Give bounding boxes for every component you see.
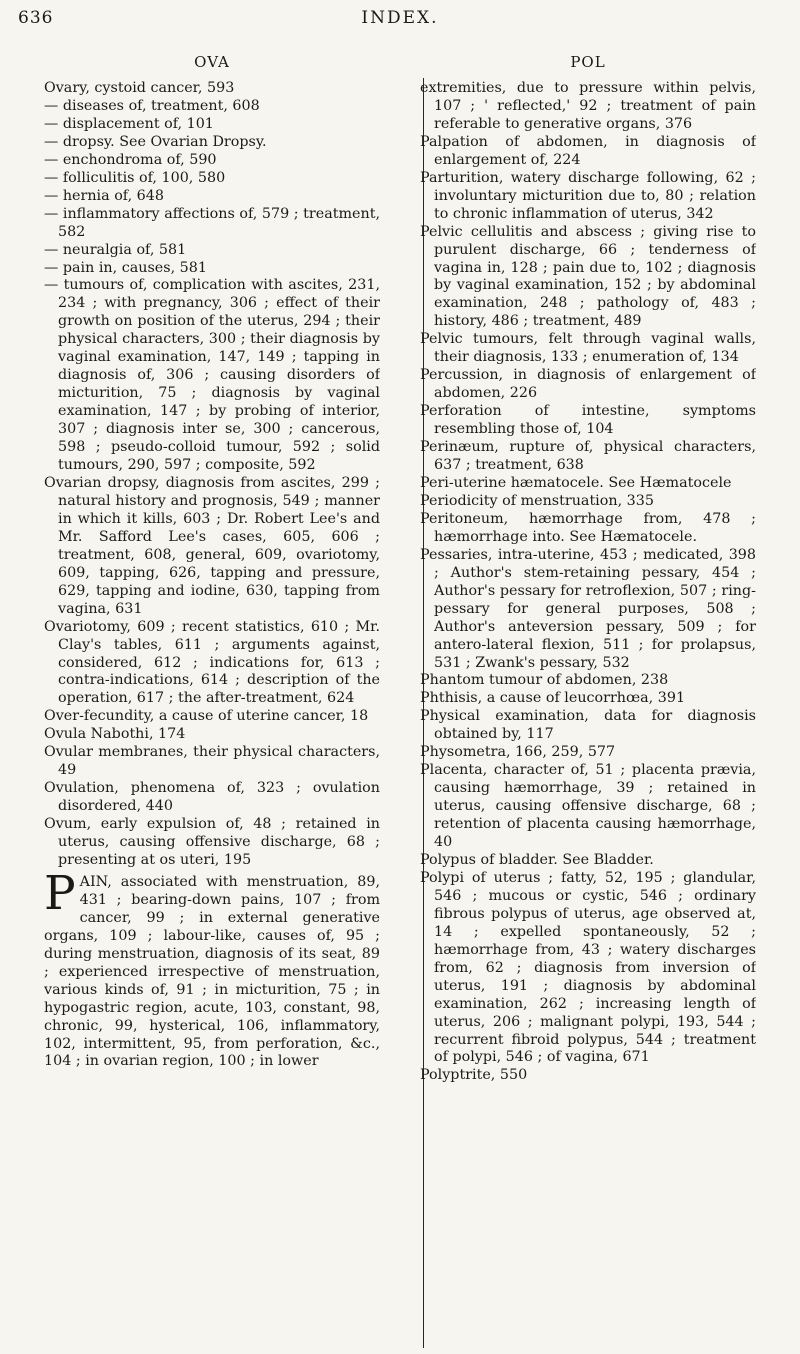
index-entry: Peri-uterine hæmatocele. See Hæmatocele [420, 474, 732, 491]
index-entry: — inflammatory affections of, 579 ; treatment, 582 [44, 205, 380, 240]
index-entry: Ovula Nabothi, 174 [44, 726, 186, 743]
right-column [420, 52, 756, 1342]
drop-cap: P [44, 865, 76, 921]
page-header [0, 6, 800, 36]
index-entry: Ovular membranes, their physical characters, 49 [44, 744, 380, 779]
index-entry: Periodicity of menstruation, 335 [420, 492, 654, 509]
index-entry: Ovarian dropsy, diagnosis from ascites, 299 ; natural history and prognosis, 549 ; manner in which it kills, 603 ; Dr. Robert Lee's and Mr. Safford Lee's cases, 605, 606 ; treatment, 608, general, 609, ovariotomy, 609, tapping, 626, tapping and pressure, 629, tapping and iodine, 630, tapping from vagina, 631 [44, 474, 380, 617]
index-entry: Phantom tumour of abdomen, 238 [420, 672, 669, 689]
right-entry-list [420, 80, 756, 1085]
right-column-heading: POL [570, 53, 606, 71]
index-entry: Ovulation, phenomena of, 323 ; ovulation disordered, 440 [44, 780, 380, 815]
index-entry: Pelvic cellulitis and abscess ; giving rise to purulent discharge, 66 ; tenderness of vagina in, 128 ; pain due to, 102 ; diagnosis by vaginal examination, 152 ; by abdominal examination, 248 ; pathology of, 483 ; history, 486 ; treatment, 489 [420, 223, 756, 330]
index-entry: Physical examination, data for diagnosis obtained by, 117 [420, 708, 756, 743]
index-entry: extremities, due to pressure within pelvis, 107 ; ' reflected,' 92 ; treatment of pain referable to generative organs, 376 [420, 80, 756, 132]
index-entry: Ovum, early expulsion of, 48 ; retained in uterus, causing offensive discharge, 68 ; presenting at os uteri, 195 [44, 816, 380, 868]
index-entry: — pain in, causes, 581 [44, 259, 207, 276]
index-entry: Phthisis, a cause of leucorrhœa, 391 [420, 690, 686, 707]
index-entry: — enchondroma of, 590 [44, 151, 217, 168]
index-entry: Polypi of uterus ; fatty, 52, 195 ; glandular, 546 ; mucous or cystic, 546 ; ordinary fibrous polypus of uterus, age observed at, 14 ; expelled spontaneously, 52 ; hæmorrhage from, 43 ; watery discharges from, 62 ; diagnosis from inversion of uterus, 191 ; diagnosis by abdominal examination, 262 ; increasing length of uterus, 206 ; malignant polypi, 193, 544 ; recurrent fibroid polypus, 544 ; treatment of polypi, 546 ; of vagina, 671 [420, 869, 756, 1066]
index-entry: Polyptrite, 550 [420, 1067, 528, 1084]
index-entry: Placenta, character of, 51 ; placenta prævia, causing hæmorrhage, 39 ; retained in uterus, causing offensive discharge, 68 ; retention of placenta causing hæmorrhage, 40 [420, 762, 756, 851]
index-entry: — tumours of, complication with ascites, 231, 234 ; with pregnancy, 306 ; effect of their growth on position of the uterus, 294 ; their physical characters, 300 ; their diagnosis by vaginal examination, 147, 149 ; tapping in diagnosis of, 306 ; causing disorders of micturition, 75 ; diagnosis by vaginal examination, 147 ; by probing of interior, 307 ; diagnosis inter se, 300 ; cancerous, 598 ; pseudo-colloid tumour, 592 ; solid tumours, 290, 597 ; composite, 592 [44, 277, 380, 474]
index-entry: Ovary, cystoid cancer, 593 [44, 80, 235, 96]
letter-p-section [44, 865, 380, 1071]
left-column [44, 52, 380, 1342]
index-entry: — displacement of, 101 [44, 115, 214, 132]
index-entry: Over-fecundity, a cause of uterine cancer, 18 [44, 708, 369, 725]
running-title: INDEX. [361, 8, 439, 28]
index-entry: — hernia of, 648 [44, 187, 164, 204]
pain-entry: AIN, associated with menstruation, 89, 431 ; bearing-down pains, 107 ; from cancer, 99 ; in external generative organs, 109 ; labour-like, causes of, 95 ; during menstruation, diagnosis of its seat, 89 ; experienced irrespective of menstruation, various kinds of, 91 ; in micturition, 75 ; in hypogastric region, acute, 103, constant, 98, chronic, 99, hysterical, 106, inflammatory, 102, intermittent, 95, from perforation, &c., 104 ; in ovarian region, 100 ; in lower [44, 873, 380, 1070]
index-entry: — neuralgia of, 581 [44, 241, 187, 258]
index-entry: Pelvic tumours, felt through vaginal walls, their diagnosis, 133 ; enumeration of, 134 [420, 331, 756, 366]
left-entry-list [44, 80, 380, 870]
index-entry: Perforation of intestine, symptoms resembling those of, 104 [420, 403, 756, 438]
index-columns [44, 52, 756, 1342]
index-entry: Parturition, watery discharge following, 62 ; involuntary micturition due to, 80 ; relation to chronic inflammation of uterus, 342 [420, 169, 756, 222]
index-entry: Ovariotomy, 609 ; recent statistics, 610 ; Mr. Clay's tables, 611 ; arguments against, considered, 612 ; indications for, 613 ; contra-indications, 614 ; description of the operation, 617 ; the after-treatment, 624 [44, 618, 380, 707]
index-entry: Percussion, in diagnosis of enlargement of abdomen, 226 [420, 367, 756, 402]
index-entry: Polypus of bladder. See Bladder. [420, 851, 654, 868]
index-entry: — diseases of, treatment, 608 [44, 97, 260, 114]
index-entry: — dropsy. See Ovarian Dropsy. [44, 133, 267, 150]
index-entry: Pessaries, intra-uterine, 453 ; medicated, 398 ; Author's stem-retaining pessary, 454 ; Author's pessary for retroflexion, 507 ; ring-pessary for general purposes, 508 ; Author's anteversion pessary, 509 ; for antero-lateral flexion, 511 ; for prolapsus, 531 ; Zwank's pessary, 532 [420, 546, 756, 671]
page-number: 636 [18, 8, 54, 28]
index-entry: Physometra, 166, 259, 577 [420, 744, 616, 761]
index-entry: Perinæum, rupture of, physical characters, 637 ; treatment, 638 [420, 439, 756, 474]
index-entry: Palpation of abdomen, in diagnosis of enlargement of, 224 [420, 133, 756, 168]
index-entry: Peritoneum, hæmorrhage from, 478 ; hæmorrhage into. See Hæmatocele. [420, 510, 756, 545]
left-column-heading: OVA [194, 53, 230, 71]
index-entry: — folliculitis of, 100, 580 [44, 169, 226, 186]
